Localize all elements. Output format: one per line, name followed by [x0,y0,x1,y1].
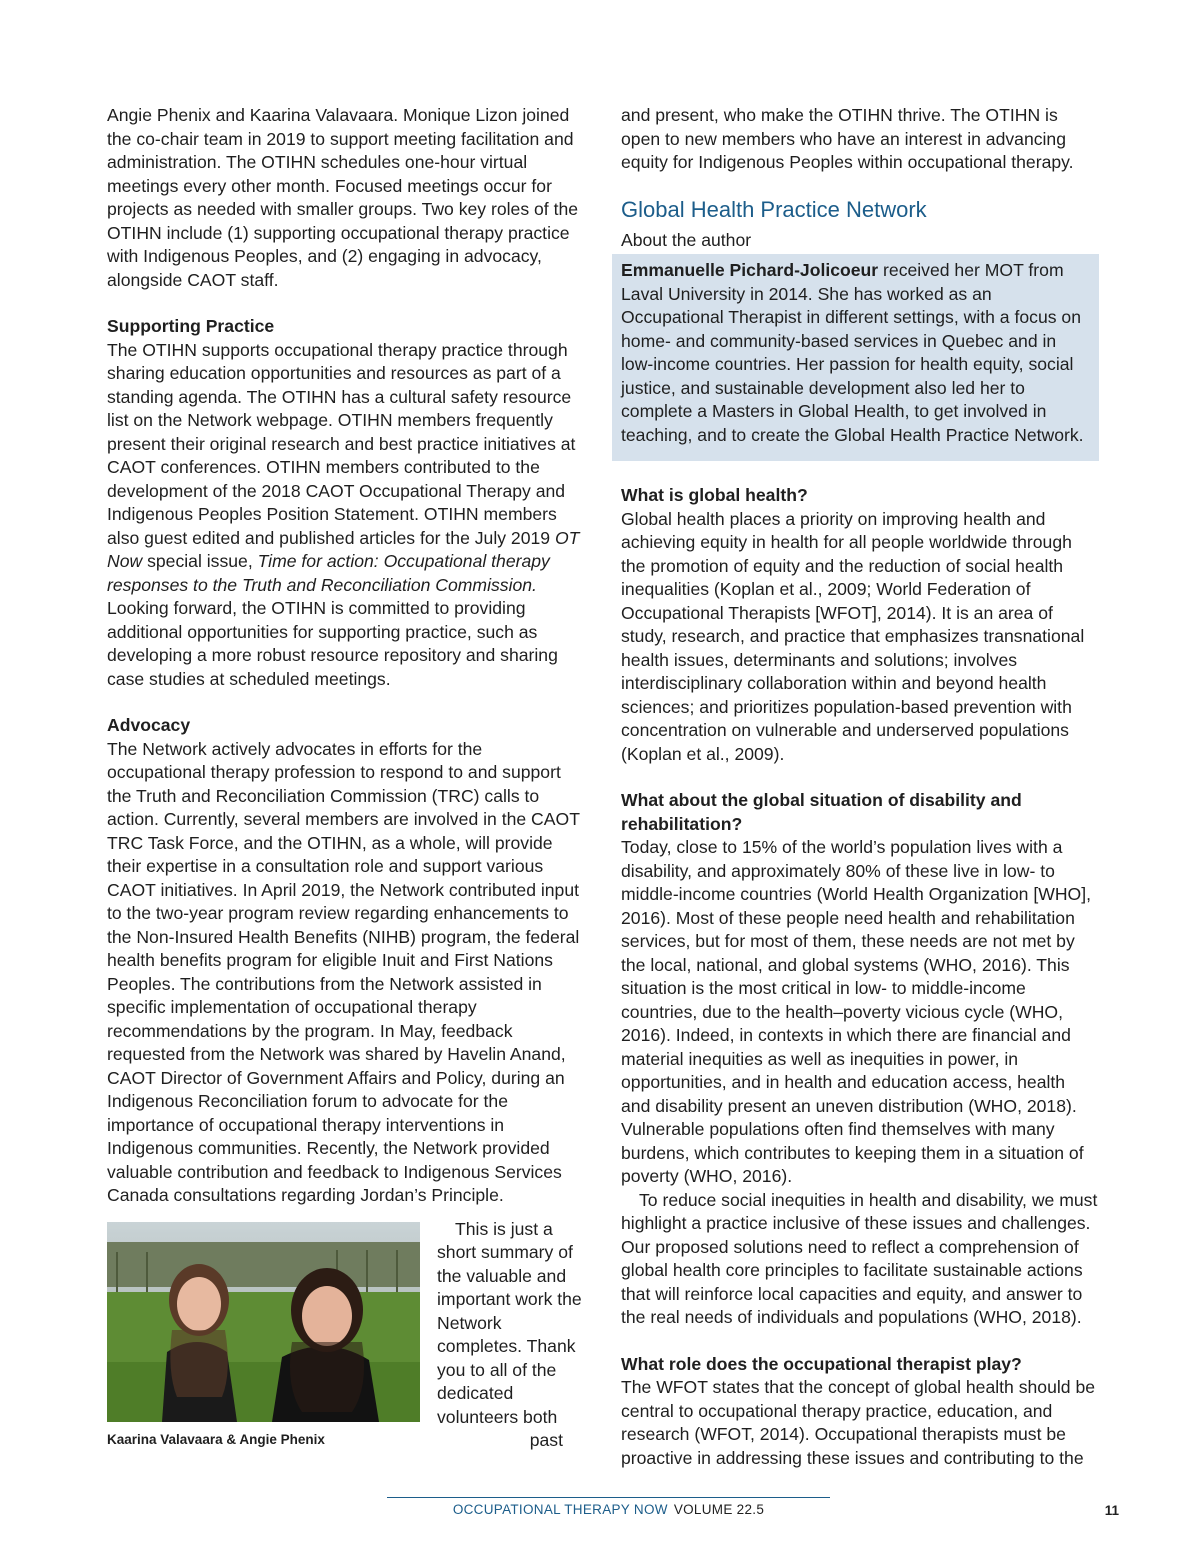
author-bio: received her MOT from Laval University in 2014. She has worked as an Occupational Therapist in different settings, with a focus on home- and community-based services in Quebec and in low-income countries. Her passion for health equity, social justice, and sustainable development also led her to complete a Masters in Global Health, to get involved in teaching, and to create the Global Health Practice Network. [621,260,1084,445]
paragraph-intro: Angie Phenix and Kaarina Valavaara. Monique Lizon joined the co-chair team in 2019 to support meeting facilitation and administration. The OTIHN schedules one-hour virtual meetings every other month. Focused meetings occur for projects as needed with smaller groups. Two key roles of the OTIHN include (1) supporting occupational therapy practice with Indigenous Peoples, and (2) engaging in advocacy, alongside CAOT staff. [107,105,579,290]
heading-advocacy: Advocacy [107,715,191,735]
paragraph-global-disability: Today, close to 15% of the world’s population lives with a disability, and approximately 80% of these live in low- to middle-income countries (World Health Organization [WHO], 2016). Most of these people need health and rehabilitation services, but for most of them, these needs are not met by the local, national, and global systems (WHO, 2016). This situation is the most critical in low- to middle-income countries, due to the health–poverty vicious cycle (WHO, 2016). Indeed, in contexts in which there are financial and material inequities as well as inequities in power, in opportunities, and in health and education access, health and disability present an uneven distribution (WHO, 2018). Vulnerable populations often find themselves with many burdens, which contributes to keeping them in a situation of poverty (WHO, 2016). [621,837,1091,1186]
photo-caption: Kaarina Valavaara & Angie Phenix [107,1431,325,1447]
paragraph-what-is-global-health: Global health places a priority on improving health and achieving equity in health for all people worldwide through the promotion of equity and the reduction of social health inequalities (Koplan et al., 2009; World Federation of Occupational Therapists [WFOT], 2014). It is an area of study, research, and practice that emphasizes transnational health issues, determinants and solutions; involves interdisciplinary collaboration within and beyond health sciences; and prioritizes population-based prevention with concentration on vulnerable and underserved populations (Koplan et al., 2009). [621,508,1085,764]
footer-publication: OCCUPATIONAL THERAPY NOW [452,1502,668,1517]
side-paragraph-end: past [529,1430,563,1450]
paragraph-reduce-inequities: To reduce social inequities in health and disability, we must highlight a practice inclusive of these issues and challenges. Our proposed solutions need to reflect a comprehension of global health core principles to facilitate sustainable actions that will reinforce local capacities and equity, and answer to the real needs of individuals and populations (WHO, 2018). [621,1189,1098,1327]
paragraph-advocacy: The Network actively advocates in efforts for the occupational therapy profession to respond to and support the Truth and Reconciliation Commission (TRC) calls to action. Currently, several members are involved in the CAOT TRC Task Force, and the OTIHN, as a whole, will provide their expertise in a consultation role and support various CAOT initiatives. In April 2019, the Network contributed input to the two-year program review regarding enhancements to the Non-Insured Health Benefits (NIHB) program, the federal health benefits program for eligible Inuit and First Nations Peoples. The contributions from the Network assisted in specific implementation of occupational therapy recommendations by the program. In May, feedback requested from the Network was shared by Havelin Anand, CAOT Director of Government Affairs and Policy, during an Indigenous Reconciliation forum to advocate for the importance of occupational therapy interventions in Indigenous communities. Recently, the Network provided valuable contribution and feedback to Indigenous Services Canada consultations regarding Jordan’s Principle. [107,738,580,1205]
heading-supporting-practice: Supporting Practice [107,316,275,336]
left-column [107,104,585,1448]
right-column [621,104,1099,1470]
side-text [437,1218,585,1453]
author-name: Emmanuelle Pichard-Jolicoeur [621,260,879,280]
paragraph-continuation: and present, who make the OTIHN thrive. The OTIHN is open to new members who have an interest in advancing equity for Indigenous Peoples within occupational therapy. [621,105,1074,172]
heading-global-disability: What about the global situation of disability and rehabilitation? [621,790,1022,834]
photo-section [107,1218,585,1448]
page-number: 11 [1104,1503,1119,1518]
side-paragraph: This is just a short summary of the valuable and important work the Network completes. Thank you to all of the dedicated volunteers both [437,1218,582,1427]
paragraph-supporting-practice: The OTIHN supports occupational therapy practice through sharing education opportunities and resources as part of a standing agenda. The OTIHN has a cultural safety resource list on the Network webpage. OTIHN members frequently present their original research and best practice initiatives at CAOT conferences. OTIHN members contributed to the development of the 2018 CAOT Occupational Therapy and Indigenous Peoples Position Statement. OTIHN members also guest edited and published articles for the July 2019 OT Now special issue, Time for action: Occupational therapy responses to the Truth and Reconciliation Commission. Looking forward, the OTIHN is committed to providing additional opportunities for supporting practice, such as developing a more robust resource repository and sharing case studies at scheduled meetings. [107,339,580,689]
heading-what-is-global-health: What is global health? [621,485,808,505]
paragraph-ot-role: The WFOT states that the concept of global health should be central to occupational therapy practice, education, and research (WFOT, 2014). Occupational therapists must be proactive in addressing these issues and contributing to the [621,1377,1096,1468]
footer-divider [387,1497,830,1498]
heading-ot-role: What role does the occupational therapist play? [621,1353,1022,1374]
footer-volume: VOLUME 22.5 [673,1502,765,1517]
about-author-label: About the author [621,229,752,250]
author-box [612,254,1099,461]
photo-image [107,1222,420,1422]
footer [387,1502,830,1517]
section-title: Global Health Practice Network [621,196,927,222]
photo-kaarina-angie [107,1222,420,1422]
